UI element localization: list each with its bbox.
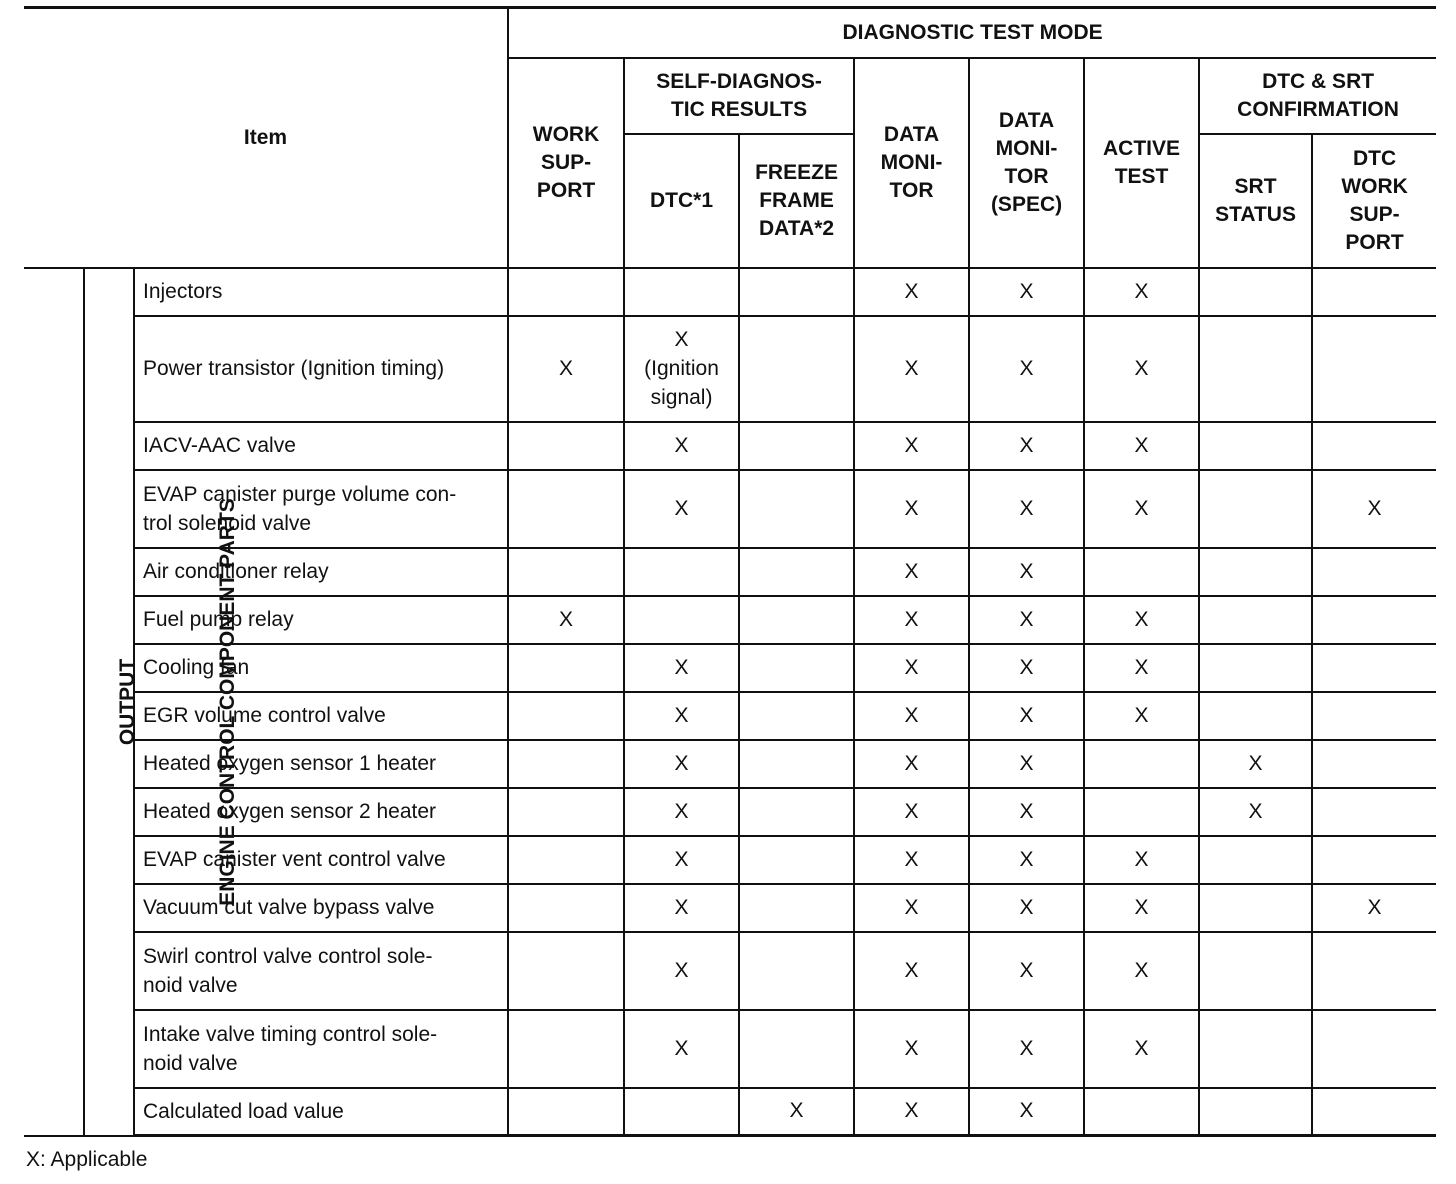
header-line: SUP- xyxy=(1349,202,1400,226)
applicability-cell xyxy=(1312,596,1436,644)
table-row xyxy=(24,1088,1436,1136)
applicability-cell xyxy=(1312,1088,1436,1136)
header-line: WORK xyxy=(532,122,600,146)
item-name-line: trol solenoid valve xyxy=(143,511,312,535)
applicability-cell: X xyxy=(1084,596,1199,644)
applicability-cell: X xyxy=(624,692,739,740)
applicability-cell xyxy=(1312,422,1436,470)
applicability-cell: X xyxy=(624,788,739,836)
applicability-cell: X xyxy=(1199,740,1312,788)
item-name xyxy=(134,548,508,596)
applicability-cell xyxy=(624,1088,739,1136)
applicability-cell: X xyxy=(854,836,969,884)
header-line: MONI- xyxy=(995,136,1058,160)
applicability-cell xyxy=(1312,740,1436,788)
applicability-cell: X xyxy=(854,884,969,932)
header-line: DATA xyxy=(998,108,1055,132)
applicability-cell: X xyxy=(969,548,1084,596)
applicability-cell xyxy=(1312,1010,1436,1088)
applicability-cell xyxy=(508,1010,624,1088)
applicability-cell xyxy=(1199,1088,1312,1136)
item-name xyxy=(134,836,508,884)
applicability-cell xyxy=(1199,268,1312,316)
applicability-cell: X xyxy=(624,470,739,548)
applicability-cell: X xyxy=(854,548,969,596)
applicability-cell xyxy=(508,788,624,836)
applicability-cell xyxy=(739,470,854,548)
header-line: FREEZE xyxy=(755,160,838,184)
applicability-cell xyxy=(1199,548,1312,596)
applicability-cell xyxy=(1199,884,1312,932)
applicability-cell xyxy=(739,422,854,470)
applicability-cell: X xyxy=(1084,316,1199,422)
header-line: FRAME xyxy=(759,188,834,212)
item-name-line: EVAP canister purge volume con- xyxy=(143,482,457,506)
item-name-line: Heated oxygen sensor 1 heater xyxy=(143,752,437,775)
item-name-line: EVAP canister vent control valve xyxy=(143,848,446,871)
item-name-line: EGR volume control valve xyxy=(143,704,386,727)
header-line: DATA*2 xyxy=(759,216,835,240)
header-line: (SPEC) xyxy=(990,192,1063,216)
applicability-cell: X xyxy=(969,1088,1084,1136)
applicability-cell: X xyxy=(1084,932,1199,1010)
dtc-header: DTC*1 xyxy=(624,134,739,268)
data-monitor-spec-header xyxy=(969,58,1084,268)
applicability-cell xyxy=(1312,836,1436,884)
applicability-cell xyxy=(508,422,624,470)
applicability-cell xyxy=(508,740,624,788)
applicability-cell: X xyxy=(1312,470,1436,548)
applicability-cell: X xyxy=(969,788,1084,836)
applicability-cell: X xyxy=(854,422,969,470)
item-name xyxy=(134,740,508,788)
item-name-line: noid valve xyxy=(143,1051,238,1075)
applicability-cell xyxy=(739,1010,854,1088)
header-line: MONI- xyxy=(880,150,943,174)
applicability-cell: X xyxy=(1084,692,1199,740)
applicability-cell: X xyxy=(1084,422,1199,470)
item-name-line: Power transistor (Ignition timing) xyxy=(143,357,445,380)
applicability-cell: X xyxy=(969,836,1084,884)
applicability-cell xyxy=(1312,644,1436,692)
applicability-cell: X xyxy=(969,644,1084,692)
applicability-cell: X xyxy=(1084,884,1199,932)
applicability-cell xyxy=(739,596,854,644)
header-line: STATUS xyxy=(1215,202,1296,226)
applicability-cell: X xyxy=(969,884,1084,932)
cell-line: (Ignition xyxy=(644,357,719,380)
header-line: ACTIVE xyxy=(1103,136,1181,160)
applicability-cell xyxy=(1312,548,1436,596)
applicability-cell: X xyxy=(969,740,1084,788)
cell-line: X xyxy=(674,328,689,351)
item-name-line: Fuel pump relay xyxy=(143,608,294,631)
dtc-srt-confirmation-header xyxy=(1199,58,1436,134)
item-name xyxy=(134,1088,508,1136)
header-line: TEST xyxy=(1114,164,1169,188)
active-test-header xyxy=(1084,58,1199,268)
applicability-cell xyxy=(739,644,854,692)
self-diagnostic-results-header xyxy=(624,58,854,134)
applicability-cell: X xyxy=(624,1010,739,1088)
item-name xyxy=(134,422,508,470)
table-row xyxy=(24,316,1436,422)
applicability-cell xyxy=(739,884,854,932)
cell-line: signal) xyxy=(650,386,713,409)
item-name-line: Intake valve timing control sole- xyxy=(143,1022,438,1046)
item-name xyxy=(134,788,508,836)
applicability-cell: X xyxy=(739,1088,854,1136)
applicability-cell: X xyxy=(969,692,1084,740)
applicability-cell: X xyxy=(1084,268,1199,316)
applicability-cell: X xyxy=(854,740,969,788)
applicability-cell xyxy=(1312,932,1436,1010)
applicability-cell: X xyxy=(854,316,969,422)
item-name-line: Injectors xyxy=(143,280,223,303)
item-name-line: IACV-AAC valve xyxy=(143,434,296,457)
applicability-cell xyxy=(1199,932,1312,1010)
applicability-cell: X xyxy=(854,1010,969,1088)
header-line: DTC & SRT xyxy=(1262,69,1375,93)
item-name xyxy=(134,316,508,422)
applicability-cell: X xyxy=(854,596,969,644)
applicability-cell: X xyxy=(508,316,624,422)
applicability-cell xyxy=(508,470,624,548)
item-name-line: Vacuum cut valve bypass valve xyxy=(143,896,435,919)
item-name xyxy=(134,692,508,740)
applicability-cell xyxy=(1199,692,1312,740)
item-name-line: Air conditioner relay xyxy=(143,560,329,583)
applicability-cell: X xyxy=(854,268,969,316)
work-support-header xyxy=(508,58,624,268)
applicability-cell xyxy=(1312,692,1436,740)
applicability-cell: X xyxy=(969,932,1084,1010)
item-name xyxy=(134,932,508,1010)
applicability-cell xyxy=(624,268,739,316)
applicability-cell xyxy=(1199,422,1312,470)
data-monitor-header xyxy=(854,58,969,268)
applicability-cell xyxy=(624,596,739,644)
applicability-cell: X xyxy=(624,422,739,470)
header-line: SRT xyxy=(1234,174,1277,198)
applicability-cell xyxy=(1312,316,1436,422)
item-name xyxy=(134,470,508,548)
item-name xyxy=(134,268,508,316)
header-line: TOR xyxy=(889,178,934,202)
item-name xyxy=(134,1010,508,1088)
table-body xyxy=(24,268,1436,1136)
item-name-line: Heated oxygen sensor 2 heater xyxy=(143,800,437,823)
item-name xyxy=(134,644,508,692)
applicability-cell xyxy=(739,316,854,422)
applicability-cell xyxy=(624,548,739,596)
applicability-cell: X xyxy=(1084,1010,1199,1088)
applicability-cell: X xyxy=(1084,836,1199,884)
item-name-line: Swirl control valve control sole- xyxy=(143,944,433,968)
applicability-cell xyxy=(1199,644,1312,692)
output-label-text: OUTPUT xyxy=(116,658,140,745)
applicability-cell: X xyxy=(1199,788,1312,836)
applicability-cell: X xyxy=(969,316,1084,422)
applicability-cell: X xyxy=(1312,884,1436,932)
table-row xyxy=(24,932,1436,1010)
applicability-cell xyxy=(624,316,739,422)
applicability-cell xyxy=(508,268,624,316)
applicability-cell xyxy=(1312,788,1436,836)
applicability-cell: X xyxy=(1084,470,1199,548)
diagnostic-test-mode-header: DIAGNOSTIC TEST MODE xyxy=(508,8,1436,58)
applicability-cell xyxy=(1312,268,1436,316)
applicability-cell xyxy=(508,644,624,692)
header-line: PORT xyxy=(1345,230,1404,254)
applicability-cell: X xyxy=(624,836,739,884)
header-line: TIC RESULTS xyxy=(670,97,808,121)
srt-status-header xyxy=(1199,134,1312,268)
applicability-cell: X xyxy=(624,884,739,932)
applicability-cell xyxy=(739,740,854,788)
applicability-cell xyxy=(1199,316,1312,422)
header-line: DTC xyxy=(1352,146,1397,170)
header-line: CONFIRMATION xyxy=(1237,97,1399,121)
applicability-cell: X xyxy=(854,644,969,692)
applicability-cell xyxy=(739,692,854,740)
item-name xyxy=(134,596,508,644)
applicability-cell: X xyxy=(969,470,1084,548)
applicability-cell: X xyxy=(854,470,969,548)
dtc-work-support-header xyxy=(1312,134,1436,268)
applicability-cell xyxy=(1199,1010,1312,1088)
applicability-cell xyxy=(508,548,624,596)
legend: X: Applicable xyxy=(26,1148,148,1171)
applicability-cell xyxy=(739,788,854,836)
applicability-cell xyxy=(739,548,854,596)
applicability-cell: X xyxy=(854,692,969,740)
applicability-cell: X xyxy=(969,1010,1084,1088)
freeze-frame-data-header xyxy=(739,134,854,268)
applicability-cell xyxy=(1084,740,1199,788)
table-row xyxy=(24,268,1436,316)
table-row xyxy=(24,1010,1436,1088)
item-name xyxy=(134,884,508,932)
diagnostic-test-mode-table xyxy=(24,6,1436,1137)
item-header: Item xyxy=(24,8,508,268)
applicability-cell: X xyxy=(854,932,969,1010)
applicability-cell xyxy=(1199,836,1312,884)
applicability-cell: X xyxy=(508,596,624,644)
applicability-cell: X xyxy=(624,644,739,692)
applicability-cell xyxy=(508,1088,624,1136)
header-line: TOR xyxy=(1004,164,1049,188)
applicability-cell: X xyxy=(624,932,739,1010)
applicability-cell xyxy=(508,692,624,740)
group-label-text: ENGINE CONTROL COMPONENT PARTS xyxy=(215,497,239,906)
applicability-cell xyxy=(739,836,854,884)
applicability-cell: X xyxy=(969,596,1084,644)
applicability-cell xyxy=(1199,596,1312,644)
applicability-cell xyxy=(1084,788,1199,836)
applicability-cell: X xyxy=(624,740,739,788)
output-label xyxy=(84,268,140,1136)
applicability-cell: X xyxy=(854,788,969,836)
applicability-cell xyxy=(739,932,854,1010)
applicability-cell xyxy=(508,884,624,932)
applicability-cell: X xyxy=(854,1088,969,1136)
applicability-cell: X xyxy=(969,268,1084,316)
item-name-line: Cooling fan xyxy=(143,656,250,679)
applicability-cell xyxy=(739,268,854,316)
header-line: SELF-DIAGNOS- xyxy=(656,69,822,93)
header-line: SUP- xyxy=(540,150,592,174)
header-line: PORT xyxy=(536,178,596,202)
header-line: DATA xyxy=(883,122,940,146)
item-name-line: noid valve xyxy=(143,973,238,997)
header-line: WORK xyxy=(1341,174,1408,198)
applicability-cell xyxy=(1084,548,1199,596)
applicability-cell: X xyxy=(969,422,1084,470)
applicability-cell xyxy=(1084,1088,1199,1136)
applicability-cell: X xyxy=(1084,644,1199,692)
item-name-line: Calculated load value xyxy=(143,1099,344,1123)
applicability-cell xyxy=(508,836,624,884)
applicability-cell xyxy=(1199,470,1312,548)
table-row xyxy=(24,422,1436,470)
applicability-cell xyxy=(508,932,624,1010)
